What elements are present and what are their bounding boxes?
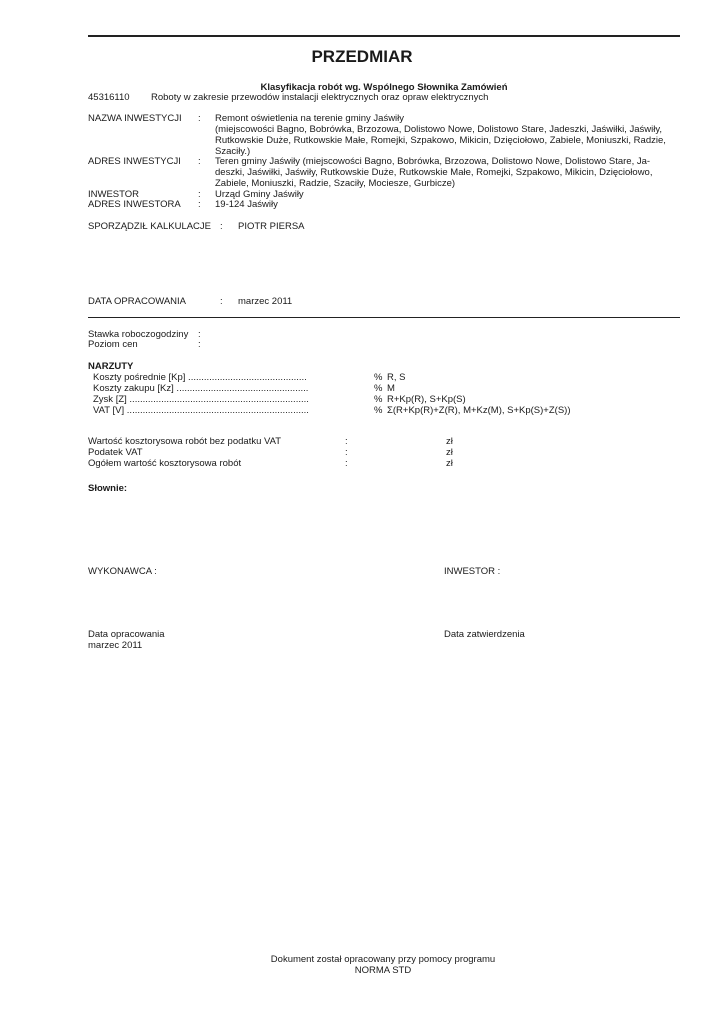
total-net-colon: : <box>345 436 348 447</box>
surcharge-label-kz: Koszty zakupu [Kz] .................................................. <box>93 383 309 394</box>
investment-address-colon: : <box>198 156 201 167</box>
date-value: marzec 2011 <box>238 296 293 307</box>
surcharge-formula-vat: Σ(R+Kp(R)+Z(R), M+Kz(M), S+Kp(S)+Z(S)) <box>387 405 571 416</box>
investment-address-line-3: Zabiele, Moniuszki, Radzie, Szaciły, Mociesze, Gurbicze) <box>215 178 456 189</box>
total-gross-colon: : <box>345 458 348 469</box>
cpv-code: 45316110 <box>88 92 130 103</box>
investment-name-colon: : <box>198 113 201 124</box>
investor-address-colon: : <box>198 199 201 210</box>
contractor-label: WYKONAWCA : <box>88 566 157 577</box>
surcharge-pct-z: % <box>374 394 383 405</box>
cpv-description: Roboty w zakresie przewodów instalacji elektrycznych oraz opraw elektrycznych <box>151 92 489 103</box>
surcharge-label-kp: Koszty pośrednie [Kp] ............................................. <box>93 372 307 383</box>
date-label: DATA OPRACOWANIA <box>88 296 187 307</box>
total-vat-colon: : <box>345 447 348 458</box>
footer-line-1: Dokument został opracowany przy pomocy programu <box>270 954 496 965</box>
investor-address-value: 19-124 Jaświły <box>215 199 278 210</box>
surcharge-formula-kz: M <box>387 383 395 394</box>
surcharges-heading: NARZUTY <box>88 361 134 372</box>
surcharge-formula-z: R+Kp(R), S+Kp(S) <box>387 394 466 405</box>
investment-name-cont-1: (miejscowości Bagno, Bobrówka, Brzozowa, Dolistowo Nowe, Dolistowo Stare, Jadeszki, Jaświłki, Jaświły, <box>215 124 663 135</box>
surcharge-formula-kp: R, S <box>387 372 406 383</box>
surcharge-pct-vat: % <box>374 405 383 416</box>
hourly-rate-label: Stawka roboczogodziny <box>88 329 189 340</box>
investment-address-label: ADRES INWESTYCJI <box>88 156 181 167</box>
investor-value: Urząd Gminy Jaświły <box>215 189 304 200</box>
top-rule <box>88 35 680 37</box>
investment-name-value: Remont oświetlenia na terenie gminy Jaświły <box>215 113 405 124</box>
total-net-currency: zł <box>446 436 453 447</box>
total-vat-currency: zł <box>446 447 453 458</box>
prep-date-value: marzec 2011 <box>88 640 143 651</box>
investment-address-line-2: deszki, Jaświłki, Jaświły, Rutkowskie Duże, Rutkowskie Małe, Romejki, Szpakowo, Mikicin, Dzięciołowo, <box>215 167 653 178</box>
page-title: PRZEDMIAR <box>311 47 413 66</box>
investor-colon: : <box>198 189 201 200</box>
investment-address-line-1: Teren gminy Jaświły (miejscowości Bagno, Bobrówka, Brzozowa, Dolistowo Nowe, Dolistowo Stare, Ja- <box>215 156 651 167</box>
prepared-by-colon: : <box>220 221 223 232</box>
prep-date-label: Data opracowania <box>88 629 165 640</box>
total-gross-currency: zł <box>446 458 453 469</box>
surcharge-pct-kp: % <box>374 372 383 383</box>
investment-name-cont-2: Rutkowskie Duże, Rutkowskie Małe, Romejki, Szpakowo, Mikicin, Dzięciołowo, Zabiele, Moniuszki, Radzie, <box>215 135 666 146</box>
approval-date-label: Data zatwierdzenia <box>444 629 525 640</box>
classification-title: Klasyfikacja robót wg. Wspólnego Słownika Zamówień <box>260 82 508 93</box>
prepared-by-value: PIOTR PIERSA <box>238 221 305 232</box>
surcharge-label-z: Zysk [Z] .................................................................... <box>93 394 309 405</box>
prepared-by-label: SPORZĄDZIŁ KALKULACJE <box>88 221 212 232</box>
investor-label: INWESTOR <box>88 189 140 200</box>
surcharge-pct-kz: % <box>374 383 383 394</box>
investor-signature-label: INWESTOR : <box>444 566 501 577</box>
total-net-label: Wartość kosztorysowa robót bez podatku VAT <box>88 436 282 447</box>
price-level-label: Poziom cen <box>88 339 138 350</box>
price-level-colon: : <box>198 339 201 350</box>
footer-line-2: NORMA STD <box>354 965 412 976</box>
investor-address-label: ADRES INWESTORA <box>88 199 181 210</box>
hourly-rate-colon: : <box>198 329 201 340</box>
middle-rule <box>88 317 680 318</box>
words-label: Słownie: <box>88 483 128 494</box>
investment-name-label: NAZWA INWESTYCJI <box>88 113 182 124</box>
date-colon: : <box>220 296 223 307</box>
surcharge-label-vat: VAT [V] ..................................................................... <box>93 405 309 416</box>
total-vat-label: Podatek VAT <box>88 447 143 458</box>
investment-name-cont-3: Szaciły.) <box>215 146 251 157</box>
total-gross-label: Ogółem wartość kosztorysowa robót <box>88 458 242 469</box>
